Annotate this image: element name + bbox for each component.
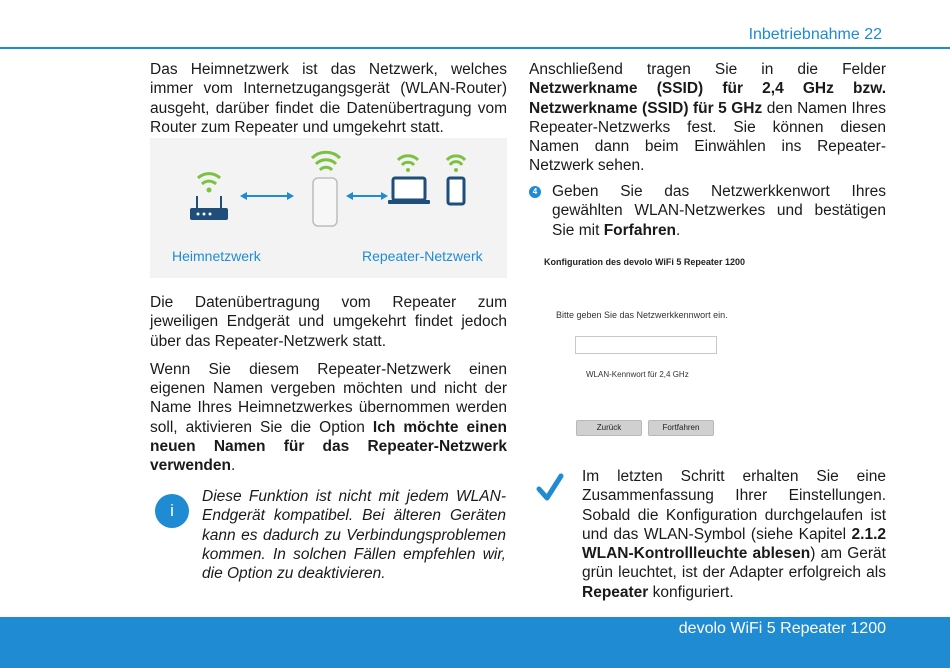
step-instruction: Geben Sie das Netzwerkkenwort Ihres gewählten WLAN-Netzwerkes und bestätigen Sie mit Forfahren. — [552, 183, 886, 239]
checkmark-icon — [536, 472, 564, 504]
back-button[interactable]: Zurück — [576, 420, 642, 436]
network-diagram-graphic — [150, 138, 507, 248]
info-icon: i — [155, 494, 189, 528]
compatibility-note: Diese Funktion ist nicht mit jedem WLAN-Endgerät kompatibel. Bei älteren Geräten kann es dadurch zu Verbindungsproblemen kommen. In solchen Fällen empfehlen wir, die Option zu deaktivieren. — [202, 488, 506, 583]
left-column-lower — [150, 293, 507, 485]
wifi-password-input[interactable] — [575, 336, 717, 354]
configuration-screenshot — [536, 252, 886, 447]
config-title: Konfiguration des devolo WiFi 5 Repeater 1200 — [544, 257, 745, 267]
final-step-paragraph: Im letzten Schritt erhalten Sie eine Zusammenfassung Ihrer Einstellungen. Sobald die Konfiguration durchgelaufen ist und das WLAN-Symbol (siehe Kapitel 2.1.2 WLAN-Kontrollleuchte ablesen) am Gerät grün leuchtet, ist der Adapter erfolgreich als Repeater konfiguriert. — [582, 468, 886, 601]
option-name: Ich möchte einen neuen Namen für das Repeater-Netzwerk verwenden — [150, 418, 507, 475]
footer-product-name: devolo WiFi 5 Repeater 1200 — [678, 620, 886, 637]
laptop-icon — [388, 156, 430, 204]
step-number-badge: 4 — [529, 186, 541, 198]
left-column — [150, 60, 507, 146]
continue-button[interactable]: Fortfahren — [648, 420, 714, 436]
network-diagram — [150, 138, 507, 278]
repeater-icon — [312, 152, 340, 226]
option-paragraph: Wenn Sie diesem Repeater-Netzwerk einen eigenen Namen vergeben möchten und nicht der Name Ihres Heimnetzwerkes übernommen werden soll, aktivieren Sie die Option Ich möchte einen neuen Namen für das Repeater-Netzwerk verwenden. — [150, 360, 507, 475]
header-divider — [0, 47, 950, 49]
page-header-title: Inbetriebnahme 22 — [748, 26, 882, 43]
ssid-paragraph: Anschließend tragen Sie in die Felder Netzwerkname (SSID) für 2,4 GHz bzw. Netzwerkname (SSID) für 5 GHz den Namen Ihres Repeater-Netzwerks fest. Sie können diesen Namen dann beim Einwählen ins Repeater-Netzwerk sehen. — [529, 61, 886, 175]
password-prompt: Bitte geben Sie das Netzwerkkennwort ein. — [556, 310, 728, 320]
password-field-caption: WLAN-Kennwort für 2,4 GHz — [586, 370, 689, 379]
transfer-paragraph: Die Datenübertragung vom Repeater zum jeweiligen Endgerät und umgekehrt findet jedoch über das Repeater-Netzwerk statt. — [150, 294, 507, 350]
diagram-label-repeater-network: Repeater-Netzwerk — [362, 248, 483, 264]
right-column — [529, 60, 886, 185]
intro-paragraph: Das Heimnetzwerk ist das Netzwerk, welches immer vom Internetzugangsgerät (WLAN-Router) ausgeht, darüber findet die Datenübertragung vom Router zum Repeater und umgekehrt statt. — [150, 61, 507, 136]
double-arrow-icon — [346, 192, 388, 200]
smartphone-icon — [447, 156, 465, 204]
double-arrow-icon — [240, 192, 294, 200]
router-icon — [190, 174, 228, 220]
diagram-label-home-network: Heimnetzwerk — [172, 248, 261, 264]
